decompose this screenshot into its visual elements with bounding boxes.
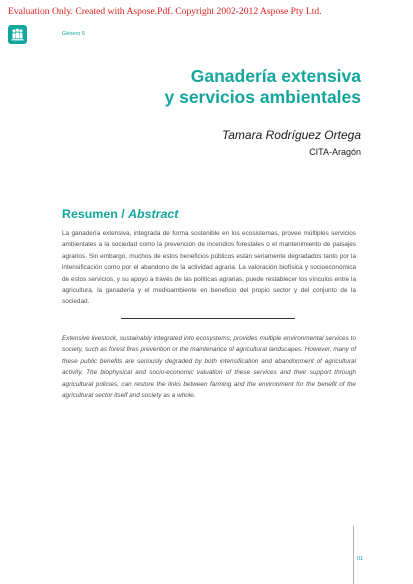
title-line-2: y servicios ambientales (164, 87, 361, 107)
title-line-1: Ganadería extensiva (190, 66, 361, 86)
resumen-paragraph: La ganadería extensiva, integrada de forma sostenible en los ecosistemas, provee múltiples servicios ambientales a la sociedad como la prevención de incendios forestales o el mantenimiento de paisajes agrarios. Sin embargo, muchos de estos beneficios públicos están seriamente degradados tanto por la intensificación como por el abandono de la actividad agraria. La valoración biofísica y socioeconómica de estos servicios, y su apoyo a través de las políticas agrarias, puede restablecer los vínculos entre la agricultura, la ganadería y el medioambiente en beneficio del propio sector y del conjunto de la sociedad. (62, 230, 356, 306)
page-number: 01 (357, 556, 364, 562)
watermark-text: Evaluation Only. Created with Aspose.Pdf. Copyright 2002-2012 Aspose Pty Ltd. (8, 6, 322, 17)
article-title (165, 66, 362, 108)
abstract-paragraph: Extensive livestock, sustainably integrated into ecosystems, provides multiple environmental services to society, such as forest fires prevention or the maintenance of agricultural landscapes. However, many of these public benefits are seriously degraded by both intensification and abandonment of agricultural activity. The biophysical and socio-economic valuation of these services and their support through agricultural policies, can restore the links between farming and the environment for the benefit of the agricultural sector itself and society as a whole. (62, 335, 356, 400)
section-label: Género 5 (62, 31, 85, 37)
resumen-heading-en: Abstract (128, 207, 179, 221)
heading-separator: / (117, 207, 129, 221)
resumen-heading-es: Resumen (62, 207, 118, 221)
group-people-icon (8, 25, 27, 44)
page-margin-rule (353, 526, 354, 584)
resumen-heading (62, 207, 178, 221)
section-divider (121, 318, 295, 319)
author-name: Tamara Rodríguez Ortega (222, 128, 361, 142)
author-affiliation: CITA-Aragón (309, 147, 361, 157)
